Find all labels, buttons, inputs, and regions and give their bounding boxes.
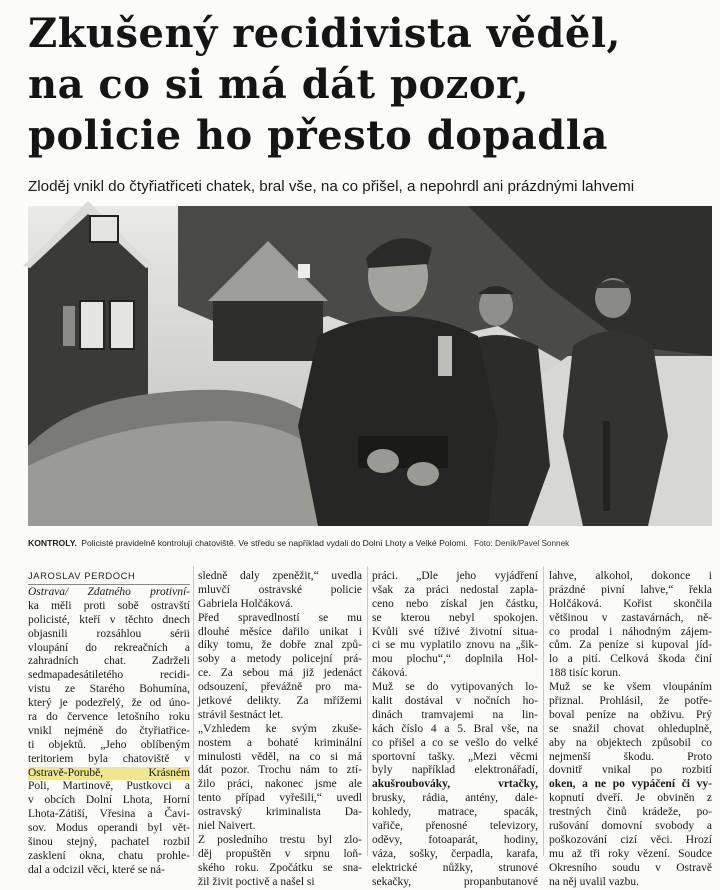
text-line: vařiče, přenosné televizory, (372, 820, 538, 833)
text-line: ského roku. Zpočátku se sna- (198, 861, 362, 874)
text-line: vnikl nejméně do čtyřiatřice- (28, 724, 190, 737)
text-line: boval peníze na obživu. Prý (549, 708, 712, 721)
text-line: aby na objektech způsobil co (549, 736, 712, 749)
photo-police-patrol-icon (28, 206, 712, 526)
text-line: minulosti věděl, na co si má (198, 750, 362, 763)
caption-text: Policisté pravidelně kontrolují chatoviště. Ve středu se například vydali do Dolní Lhoty a Velké Polomi. (81, 538, 468, 548)
text-line: lahve, alkohol, dokonce i (549, 570, 712, 582)
text-line: ti objektů. „Jeho oblíbeným (28, 738, 190, 751)
text-line: žilo práci, nakonec jsme ale (198, 778, 362, 791)
text-line: poškozování cizí věci. Hrozí (549, 833, 712, 846)
photo-caption (28, 538, 718, 548)
text-line: děj propuštěn v srpnu loň- (198, 847, 362, 860)
text-line: elektrické nůžky, strunové (372, 861, 538, 874)
text-line: co přišel a co se vešlo do velké (372, 736, 538, 749)
subheadline: Zloděj vnikl do čtyřiatřiceti chatek, bral vše, na co přišel, a nepohrdl ani prázdnými lahvemi (28, 178, 635, 195)
text-line: zahradních chat. Zadrželi (28, 655, 190, 668)
text-line: vloupání do rekreačních a (28, 641, 190, 654)
text-line: práci. „Dle jeho vyjádření (372, 570, 538, 582)
text-line: oken, a ne po vypáčení či vy- (549, 778, 712, 791)
text-line: lo a pití. Celková škoda činí (549, 653, 712, 666)
text-line: přiznal. Prohlásil, že potře- (549, 695, 712, 708)
text-line: nostem a bohaté kriminální (198, 736, 362, 749)
text-line: sedmapadesátiletého recidi- (28, 669, 190, 682)
text-line: kohledy, matrace, spacák, (372, 806, 538, 819)
text-line: Holčáková. Kořist skončila (549, 597, 712, 610)
article-column-1 (28, 586, 190, 878)
text-line: Muž se ke všem vloupáním (549, 681, 712, 694)
text-line: Z posledního trestu byl zlo- (198, 833, 362, 846)
photo-credit: Foto: Deník/Pavel Sonnek (474, 539, 570, 548)
text-line: Ostrava/ Zdatného protivní- (28, 586, 190, 598)
text-line: však za práci nedostal zapla- (372, 583, 538, 596)
text-line: ceno nebo získal jen částku, (372, 597, 538, 610)
text-line: mluvčí ostravské policie (198, 583, 362, 596)
text-line: niel Naivert. (198, 820, 256, 833)
text-line: Gabriela Holčáková. (198, 597, 294, 610)
text-line: Poli, Martinově, Pustkovci a (28, 780, 190, 793)
text-line: nejmenší škodu. Proto (549, 750, 712, 763)
text-line: mu až tři roky vězení. Soudce (549, 847, 712, 860)
headline-line-1: Zkušený recidivista věděl, (28, 10, 621, 57)
text-line: Ostravě-Porubě, Krásném (28, 766, 190, 779)
text-line: ci se mu vyplatilo znovu na „šik- (372, 639, 538, 652)
text-line: čáková. (372, 667, 408, 680)
headline (28, 8, 708, 161)
text-line: Okresního soudu v Ostravě (549, 861, 712, 874)
article-photo (28, 206, 712, 526)
text-line: akušroubováky, vrtačky, (372, 778, 538, 791)
text-line: většinou v zastavárnách, ně- (549, 611, 712, 624)
text-line: dlouhé měsíce dařilo unikat i (198, 625, 362, 638)
text-line: který je podezřelý, že od úno- (28, 697, 190, 710)
text-line: ra do července letošního roku (28, 711, 190, 724)
text-line: co prodal i náhodným zájem- (549, 625, 712, 638)
text-line: prázdné pivní lahve,“ řekla (549, 583, 712, 596)
text-line: objasnili rozsáhlou sérii (28, 627, 190, 640)
text-line: teritoriem byla chatoviště v (28, 752, 190, 765)
text-line: odsouzení, převážně pro ma- (198, 681, 362, 694)
text-line: váza, sošky, čerpadla, karafa, (372, 847, 538, 860)
text-line: ce. Za sebou má již jedenáct (198, 667, 362, 680)
text-line: soby a metody policejní prá- (198, 653, 362, 666)
text-line: zasklení okna, chatu prohle- (28, 849, 190, 862)
text-line: 188 tisíc korun. (549, 667, 621, 680)
text-line: díky tomu, že dobře znal způ- (198, 639, 362, 652)
text-line: kalit dostával v nočních ho- (372, 695, 538, 708)
text-line: Lhota-Zátiší, Vřesina a Čavi- (28, 808, 190, 821)
text-line: ostravský kriminalista Da- (198, 806, 362, 819)
text-line: se snažil chovat ohleduplně, (549, 722, 712, 735)
text-line: dinách tramvajemi na lin- (372, 708, 538, 721)
text-line: šinou stejný, pachatel rozbil (28, 836, 190, 849)
headline-line-3: policie ho přesto dopadla (28, 112, 608, 159)
byline: JAROSLAV PERDOCH (28, 570, 136, 581)
article-column-4 (549, 570, 712, 889)
column-divider (543, 566, 544, 856)
text-line: byly například elektronářadí, (372, 764, 538, 777)
byline-divider (28, 584, 190, 585)
text-line: žil živit poctivě a našel si (198, 875, 315, 888)
text-line: Před spravedlností se mu (198, 611, 362, 624)
text-line: Kvůli své tíživé životní situa- (372, 625, 538, 638)
text-line: na něj uvalil vazbu. (549, 875, 640, 888)
text-line: sledně daly zpeněžit,“ uvedla (198, 570, 362, 582)
text-line: tento případ vyřešili,“ uvedl (198, 792, 362, 805)
text-line: sov. Modus operandi byl vět- (28, 822, 190, 835)
headline-line-2: na co si má dát pozor, (28, 61, 530, 108)
text-line: kopnutí dveří. Je obviněn z (549, 792, 712, 805)
text-line: mou plochu“,“ doplnila Hol- (372, 653, 538, 666)
article-column-3 (372, 570, 538, 889)
text-line: dovnitř vnikal po rozbití (549, 764, 712, 777)
text-line: dát pozor. Trochu nám to ztí- (198, 764, 362, 777)
text-line: oděvy, fotoaparát, hodiny, (372, 833, 538, 846)
text-line: vistu ze Starého Bohumína, (28, 683, 190, 696)
text-line: strávil šestnáct let. (198, 708, 284, 721)
article-column-2 (198, 570, 362, 889)
text-line: v obcích Dolní Lhota, Horní (28, 794, 190, 807)
caption-label: KONTROLY. (28, 538, 77, 548)
text-line: se kterou nebyl spokojen. (372, 611, 538, 624)
text-line: Muž se do vytipovaných lo- (372, 681, 538, 694)
text-line: dal a odcizil věci, které se ná- (28, 863, 165, 876)
text-line: sportovní tašky. „Mezi věcmi (372, 750, 538, 763)
text-line: rušování domovní svobody a (549, 820, 712, 833)
text-line: policisté, kteří v těchto dnech (28, 613, 190, 626)
text-line: sekačky, propanbutanové (372, 875, 538, 888)
text-line: jetkové delikty. Za mřížemi (198, 695, 362, 708)
text-line: trestných činů krádeže, po- (549, 806, 712, 819)
column-divider (193, 566, 194, 856)
text-line: ka měli proti sobě ostravští (28, 599, 190, 612)
text-line: „Vzhledem ke svým zkuše- (198, 722, 362, 735)
column-divider (367, 566, 368, 856)
text-line: cům. Za peníze si kupoval jíd- (549, 639, 712, 652)
text-line: brusky, rádia, antény, dale- (372, 792, 538, 805)
text-line: kách číslo 4 a 5. Bral vše, na (372, 722, 538, 735)
